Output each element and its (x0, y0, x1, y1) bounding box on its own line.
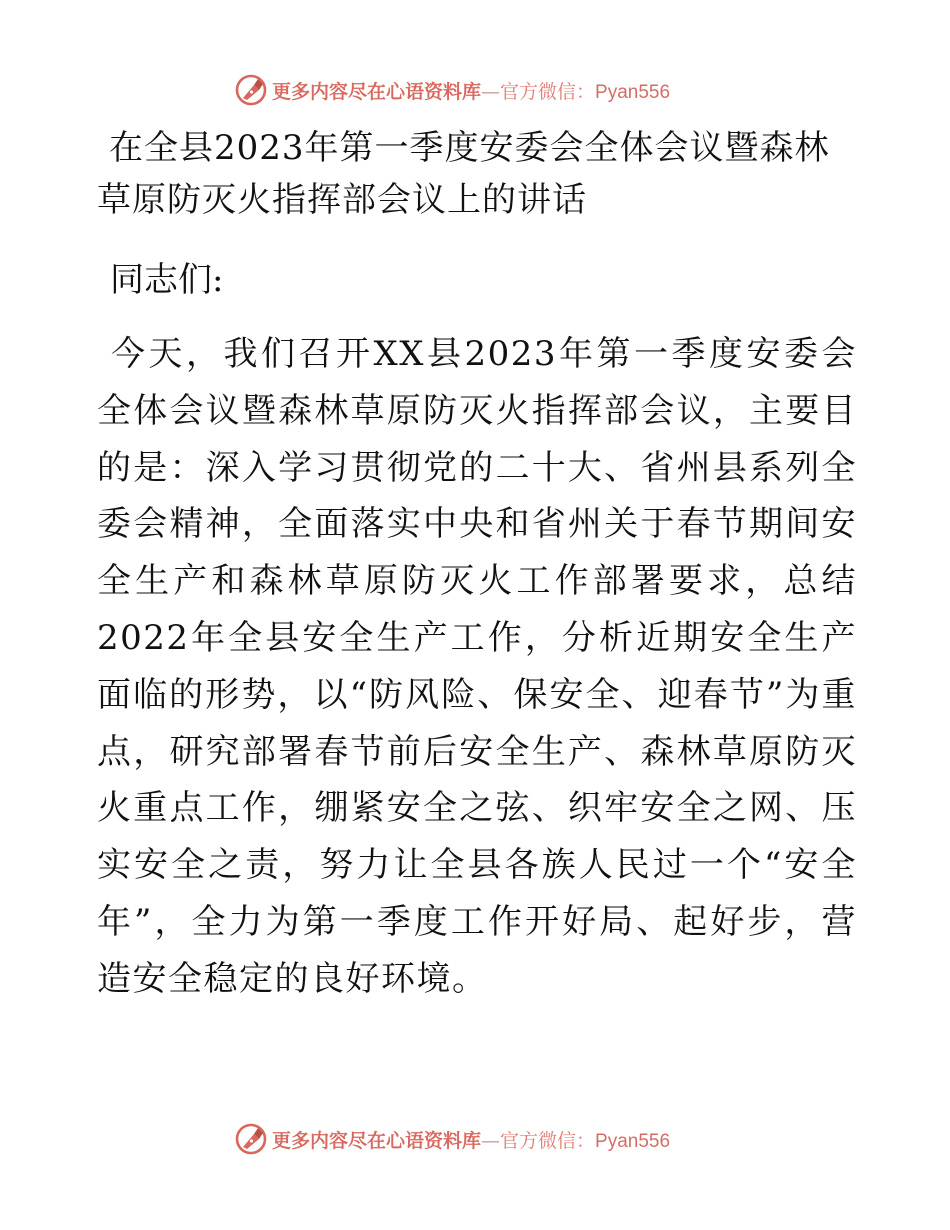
watermark-main: 更多内容尽在心语资料库 (272, 1129, 482, 1152)
watermark-official: 官方微信： (500, 80, 596, 103)
watermark-main: 更多内容尽在心语资料库 (272, 80, 482, 103)
document-title (97, 122, 857, 226)
watermark-id: Pyan556 (595, 1130, 671, 1152)
watermark-dash: — (481, 80, 501, 103)
document-title-text: 在全县2023年第一季度安委会全体会议暨森林草原防灭火指挥部会议上的讲话 (97, 128, 830, 220)
salutation: 同志们: (110, 260, 224, 300)
watermark-text (272, 77, 670, 104)
body-paragraph: 今天，我们召开XX县2023年第一季度安委会全体会议暨森林草原防灭火指挥部会议，主要目的是：深入学习贯彻党的二十大、省州县系列全委会精神，全面落实中央和省州关于春节期间安全生产和森林草原防灭火工作部署要求，总结2022年全县安全生产工作，分析近期安全生产面临的形势，以“防风险、保安全、迎春节”为重点，研究部署春节前后安全生产、森林草原防灭火重点工作，绷紧安全之弦、织牢安全之网、压实安全之责，努力让全县各族人民过一个“安全年”，全力为第一季度工作开好局、起好步，营造安全稳定的良好环境。 (97, 334, 857, 999)
pen-nib-logo-icon (234, 1122, 268, 1156)
watermark-header (234, 72, 670, 108)
watermark-id: Pyan556 (595, 81, 671, 103)
pen-nib-logo-icon (234, 73, 268, 107)
watermark-text (272, 1126, 670, 1153)
watermark-footer (234, 1121, 670, 1157)
watermark-official: 官方微信： (500, 1129, 596, 1152)
watermark-dash: — (481, 1129, 501, 1152)
